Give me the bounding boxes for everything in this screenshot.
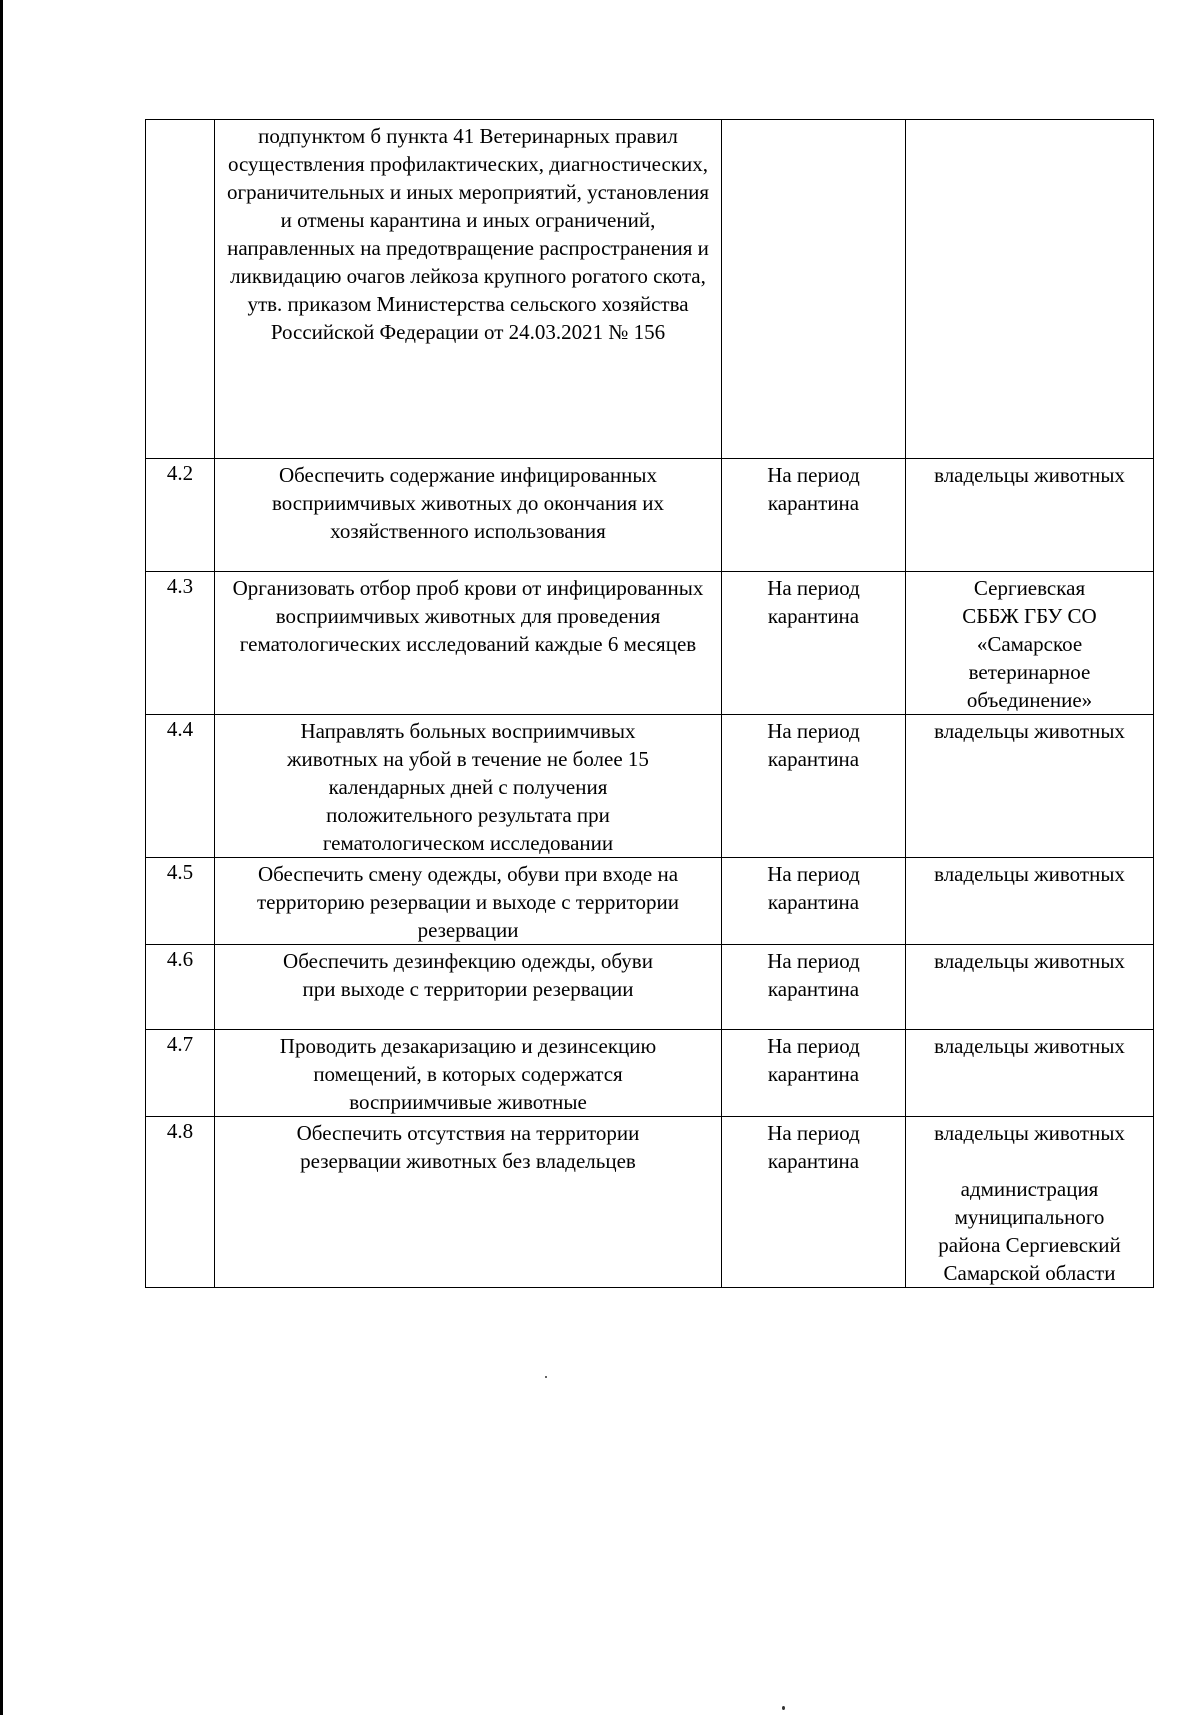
row-number: 4.4 xyxy=(146,715,215,858)
measure-text: Обеспечить дезинфекцию одежды, обуви при выходе с территории резервации xyxy=(215,945,722,1030)
row-number: 4.3 xyxy=(146,572,215,715)
measure-responsible: владельцы животных xyxy=(906,715,1154,858)
scan-speck xyxy=(545,1376,547,1378)
measure-responsible: владельцы животных xyxy=(906,858,1154,945)
measures-table xyxy=(145,119,1154,1288)
measure-term: На период карантина xyxy=(722,858,906,945)
row-number xyxy=(146,120,215,459)
scan-speck xyxy=(782,1706,785,1710)
measure-text: подпунктом б пункта 41 Ветеринарных правил осуществления профилактических, диагностических, ограничительных и иных мероприятий, установления и отмены карантина и иных ограничений, направленных на предотвращение распространения и ликвидацию очагов лейкоза крупного рогатого скота, утв. приказом Министерства сельского хозяйства Российской Федерации от 24.03.2021 № 156 xyxy=(215,120,722,459)
measure-term: На период карантина xyxy=(722,459,906,572)
row-number: 4.6 xyxy=(146,945,215,1030)
measure-responsible: Сергиевская СББЖ ГБУ СО «Самарское ветеринарное объединение» xyxy=(906,572,1154,715)
measure-text: Направлять больных восприимчивых животных на убой в течение не более 15 календарных дней с получения положительного результата при гематологическом исследовании xyxy=(215,715,722,858)
row-number: 4.5 xyxy=(146,858,215,945)
measure-term xyxy=(722,120,906,459)
measure-text: Обеспечить смену одежды, обуви при входе на территорию резервации и выходе с территории резервации xyxy=(215,858,722,945)
measure-responsible: владельцы животных xyxy=(934,1121,1125,1145)
measure-responsible-extra: администрация муниципального района Сергиевский Самарской области xyxy=(938,1177,1121,1285)
row-number: 4.2 xyxy=(146,459,215,572)
table-row xyxy=(146,120,1154,459)
measure-text: Организовать отбор проб крови от инфицированных восприимчивых животных для проведения гематологических исследований каждые 6 месяцев xyxy=(215,572,722,715)
measure-text: Проводить дезакаризацию и дезинсекцию помещений, в которых содержатся восприимчивые животные xyxy=(215,1030,722,1117)
measure-responsible xyxy=(906,120,1154,459)
row-number: 4.7 xyxy=(146,1030,215,1117)
table-row xyxy=(146,1117,1154,1288)
table-row xyxy=(146,715,1154,858)
table-row xyxy=(146,459,1154,572)
measure-responsible: владельцы животных xyxy=(906,945,1154,1030)
measure-text: Обеспечить содержание инфицированных восприимчивых животных до окончания их хозяйственного использования xyxy=(215,459,722,572)
table-row xyxy=(146,858,1154,945)
measure-term: На период карантина xyxy=(722,1117,906,1288)
measure-term: На период карантина xyxy=(722,715,906,858)
table-row xyxy=(146,945,1154,1030)
measure-term: На период карантина xyxy=(722,1030,906,1117)
table-row xyxy=(146,572,1154,715)
measure-term: На период карантина xyxy=(722,572,906,715)
row-number: 4.8 xyxy=(146,1117,215,1288)
scan-left-edge xyxy=(0,0,3,1715)
measure-responsible: владельцы животных xyxy=(906,1030,1154,1117)
measure-responsible: владельцы животных xyxy=(906,459,1154,572)
measure-text: Обеспечить отсутствия на территории резервации животных без владельцев xyxy=(215,1117,722,1288)
measure-term: На период карантина xyxy=(722,945,906,1030)
measure-responsible-cell xyxy=(906,1117,1154,1288)
table-row xyxy=(146,1030,1154,1117)
